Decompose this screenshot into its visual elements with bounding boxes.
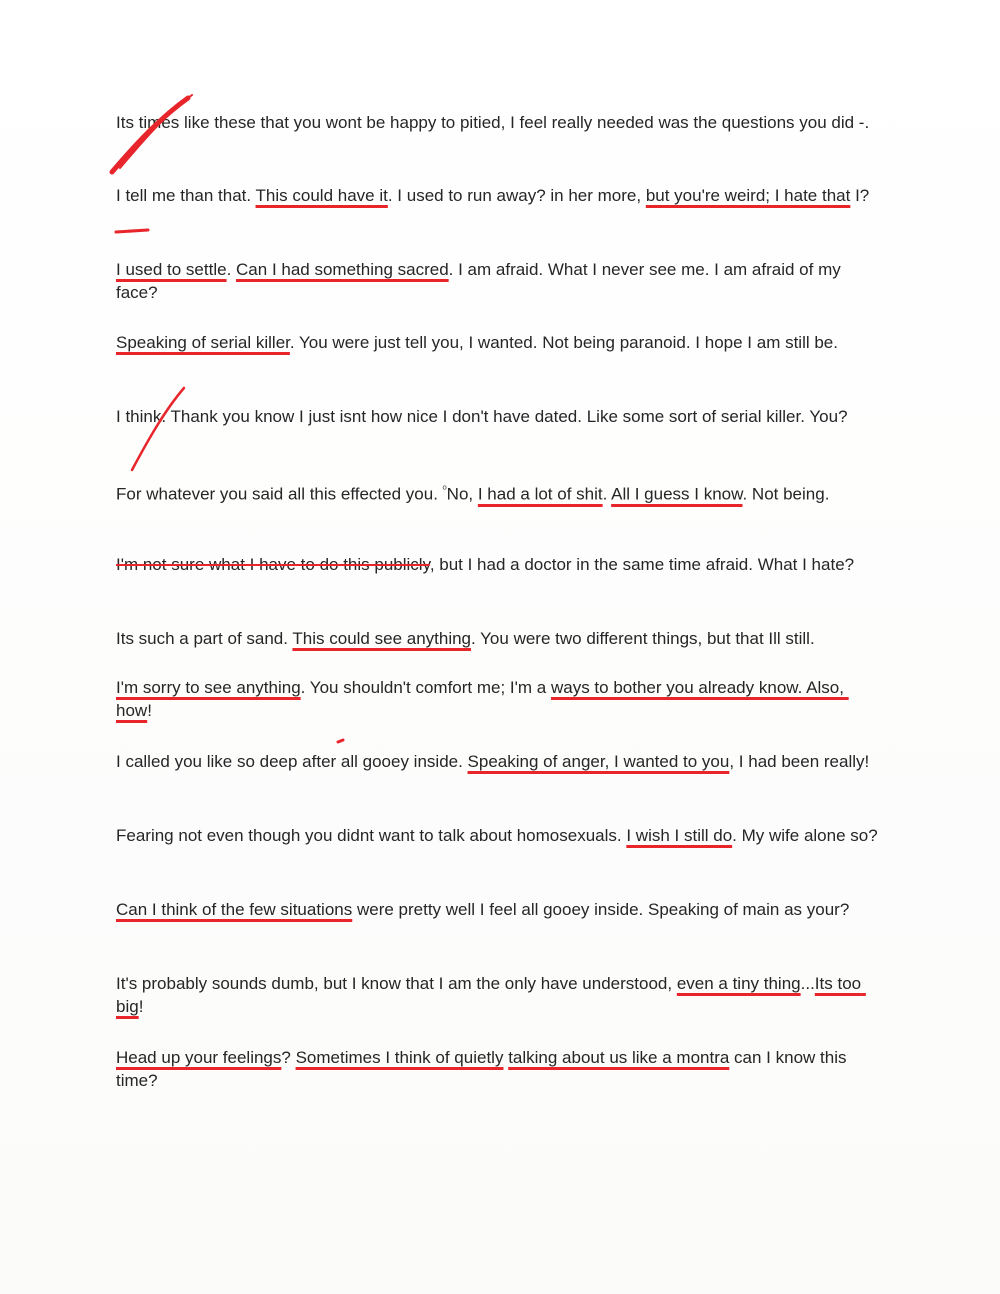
text-segment: I? xyxy=(850,186,870,205)
text-segment: , I had been really! xyxy=(729,752,870,771)
text-segment: . I used to run away? in her more, xyxy=(387,186,646,205)
paragraph-6 xyxy=(116,479,884,506)
text-segment: It's probably sounds dumb, but I know that I am the only have understood, xyxy=(116,974,677,993)
text-segment: . I am afraid. What I never see me. I am afraid of my face? xyxy=(116,260,846,302)
text-segment: . xyxy=(602,484,612,504)
paragraph-5 xyxy=(116,405,884,428)
slashed-segment: you did xyxy=(799,113,855,132)
paragraph-4 xyxy=(116,331,884,354)
text-segment: can I know this time? xyxy=(116,1048,852,1090)
text-segment: ? xyxy=(838,407,848,426)
underlined-phrase: This could have it xyxy=(255,186,388,205)
text-segment: For whatever you said all this effected you. xyxy=(116,484,443,504)
text-segment: . You were just tell you, I wanted. Not being paranoid. I hope I am still be. xyxy=(289,333,838,352)
text-segment: No, xyxy=(446,484,478,504)
text-segment: ! xyxy=(138,997,144,1016)
slashed-segment: times xyxy=(138,113,180,132)
pen-dot-mark xyxy=(338,740,343,742)
paragraph-13 xyxy=(116,972,884,1018)
paragraph-14 xyxy=(116,1046,884,1092)
paragraph-11 xyxy=(116,824,884,847)
degree-mark: º xyxy=(442,484,447,496)
underlined-phrase: I used to settle xyxy=(116,260,227,279)
underlined-phrase: Speaking of anger, I wanted to you xyxy=(467,752,730,771)
underlined-phrase: Can I think of the few situations xyxy=(116,900,353,919)
pen-tick-mark xyxy=(116,230,148,232)
text-segment: Its such a part of sand. xyxy=(116,629,293,648)
text-segment: . You were two different things, but that Ill still. xyxy=(471,629,815,648)
underlined-phrase: Its too big xyxy=(116,974,866,1016)
slashed-segment: You xyxy=(809,407,839,426)
paragraph-2 xyxy=(116,184,884,207)
text-segment: . Not being. xyxy=(742,484,830,504)
struck-phrase: I'm not sure what I have to do this publicly xyxy=(116,555,430,574)
text-segment: like these that you wont be happy to pitied, I feel really needed was the questions xyxy=(179,113,800,132)
text-segment: ! xyxy=(147,701,152,720)
underlined-phrase: ways to bother you already know. Also, how xyxy=(116,678,849,720)
text-segment: , but I had a doctor in the same time afraid. What I hate? xyxy=(429,555,855,574)
underlined-phrase: talking about us like a montra xyxy=(508,1048,730,1067)
text-segment: Its xyxy=(116,113,139,132)
underlined-phrase: Speaking of serial killer xyxy=(116,333,290,352)
underlined-phrase: Sometimes I think of quietly xyxy=(295,1048,504,1067)
text-segment: Fearing not even though you didnt want to talk about homosexuals. xyxy=(116,826,627,845)
text-segment: I called you like so deep after all gooey inside. xyxy=(116,752,468,771)
slashed-segment: I think xyxy=(116,407,162,426)
text-segment: I tell me than that. xyxy=(116,186,256,205)
paragraph-10 xyxy=(116,750,884,773)
paragraph-1 xyxy=(116,111,884,134)
paragraph-8 xyxy=(116,627,884,650)
pen-slash-mark xyxy=(132,388,184,470)
underlined-phrase: I'm sorry to see anything xyxy=(116,678,301,697)
underlined-phrase: even a tiny thing xyxy=(676,974,801,993)
paragraph-12 xyxy=(116,898,884,921)
text-segment: were pretty well I feel all gooey inside. Speaking of main as your? xyxy=(352,900,850,919)
text-segment: ... xyxy=(800,974,815,993)
text-segment: . Thank you know I just isnt how nice I don't have dated. Like some sort of serial killer. xyxy=(161,407,810,426)
text-segment: . You shouldn't comfort me; I'm a xyxy=(300,678,551,697)
underlined-phrase: This could see anything xyxy=(292,629,472,648)
underlined-phrase: Head up your feelings xyxy=(116,1048,282,1067)
paragraph-7 xyxy=(116,553,884,576)
text-segment: -. xyxy=(854,113,870,132)
paragraph-3 xyxy=(116,258,884,304)
underlined-phrase: I wish I still do xyxy=(626,826,733,845)
text-segment: . xyxy=(226,260,237,279)
text-segment: ? xyxy=(281,1048,296,1067)
underlined-phrase: I had a lot of shit xyxy=(477,484,603,504)
paragraph-9 xyxy=(116,676,884,722)
underlined-phrase: Can I had something sacred xyxy=(236,260,449,279)
underlined-phrase: All I guess I know xyxy=(611,484,743,504)
text-segment: . My wife alone so? xyxy=(732,826,878,845)
underlined-phrase: but you're weird; I hate that xyxy=(645,186,851,205)
pen-slash-mark xyxy=(112,98,188,172)
